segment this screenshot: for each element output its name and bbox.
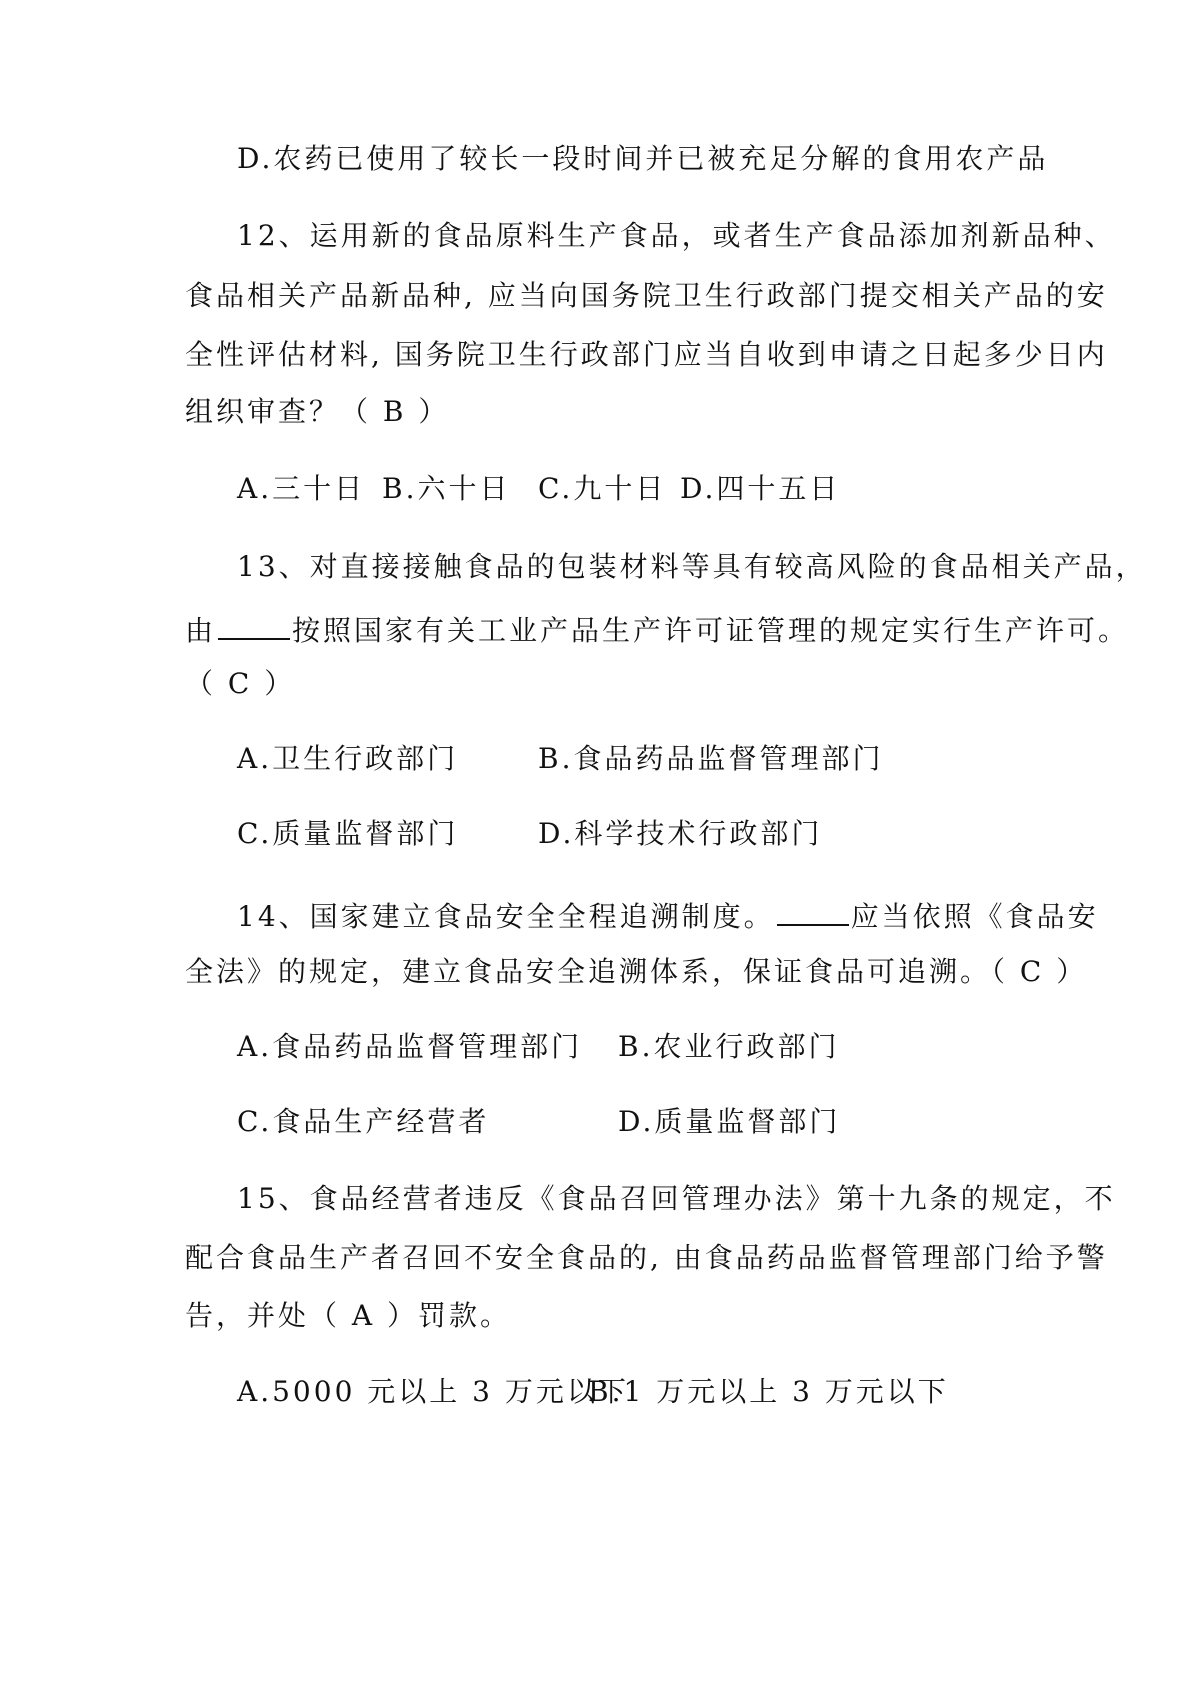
question-12-line-3: 全性评估材料, 国务院卫生行政部门应当自收到申请之日起多少日内 [185,338,1108,371]
question-12-line-4: 组织审查？（ B ） [185,395,450,428]
question-12-option-b: B.六十日 [382,472,511,505]
question-14-line-1 [237,898,1099,931]
question-13-line-2-end: 按照国家有关工业产品生产许可证管理的规定实行生产许可。 [292,614,1130,647]
question-14-option-d: D.质量监督部门 [618,1105,841,1138]
question-13-option-c: C.质量监督部门 [237,817,459,850]
question-15-option-b: B.1 万元以上 3 万元以下 [588,1375,949,1408]
fill-in-blank [218,612,290,640]
question-13-line-2-start: 由 [185,614,217,647]
question-14-line-1-start: 14、国家建立食品安全全程追溯制度。 [237,900,775,933]
option-d-continued: D.农药已使用了较长一段时间并已被充足分解的食用农产品 [237,142,1049,175]
question-14-option-c: C.食品生产经营者 [237,1105,490,1138]
question-12-option-d: D.四十五日 [680,472,841,505]
question-15-option-a: A.5000 元以上 3 万元以下 [237,1375,629,1408]
question-14-line-2: 全法》的规定，建立食品安全追溯体系，保证食品可追溯。（ C ） [185,955,1088,988]
question-14-option-a: A.食品药品监督管理部门 [237,1030,583,1063]
question-14-option-b: B.农业行政部门 [618,1030,840,1063]
question-13-option-a: A.卫生行政部门 [237,742,459,775]
question-14-line-1-end: 应当依照《食品安 [850,900,1099,933]
question-15-line-3: 告，并处（ A ）罚款。 [185,1299,512,1332]
question-12-option-c: C.九十日 [538,472,667,505]
question-13-option-d: D.科学技术行政部门 [538,817,823,850]
question-12-line-2: 食品相关产品新品种, 应当向国务院卫生行政部门提交相关产品的安 [185,279,1108,312]
question-15-line-2: 配合食品生产者召回不安全食品的, 由食品药品监督管理部门给予警 [185,1241,1108,1274]
question-13-option-b: B.食品药品监督管理部门 [538,742,884,775]
question-12-line-1: 12、运用新的食品原料生产食品，或者生产食品添加剂新品种、 [237,219,1116,252]
question-13-line-1: 13、对直接接触食品的包装材料等具有较高风险的食品相关产品， [237,550,1147,583]
question-12-option-a: A.三十日 [237,472,366,505]
question-15-line-1: 15、食品经营者违反《食品召回管理办法》第十九条的规定，不 [237,1182,1116,1215]
question-13-answer: （ C ） [185,667,296,700]
question-13-line-2 [185,612,1129,645]
fill-in-blank [777,898,849,926]
